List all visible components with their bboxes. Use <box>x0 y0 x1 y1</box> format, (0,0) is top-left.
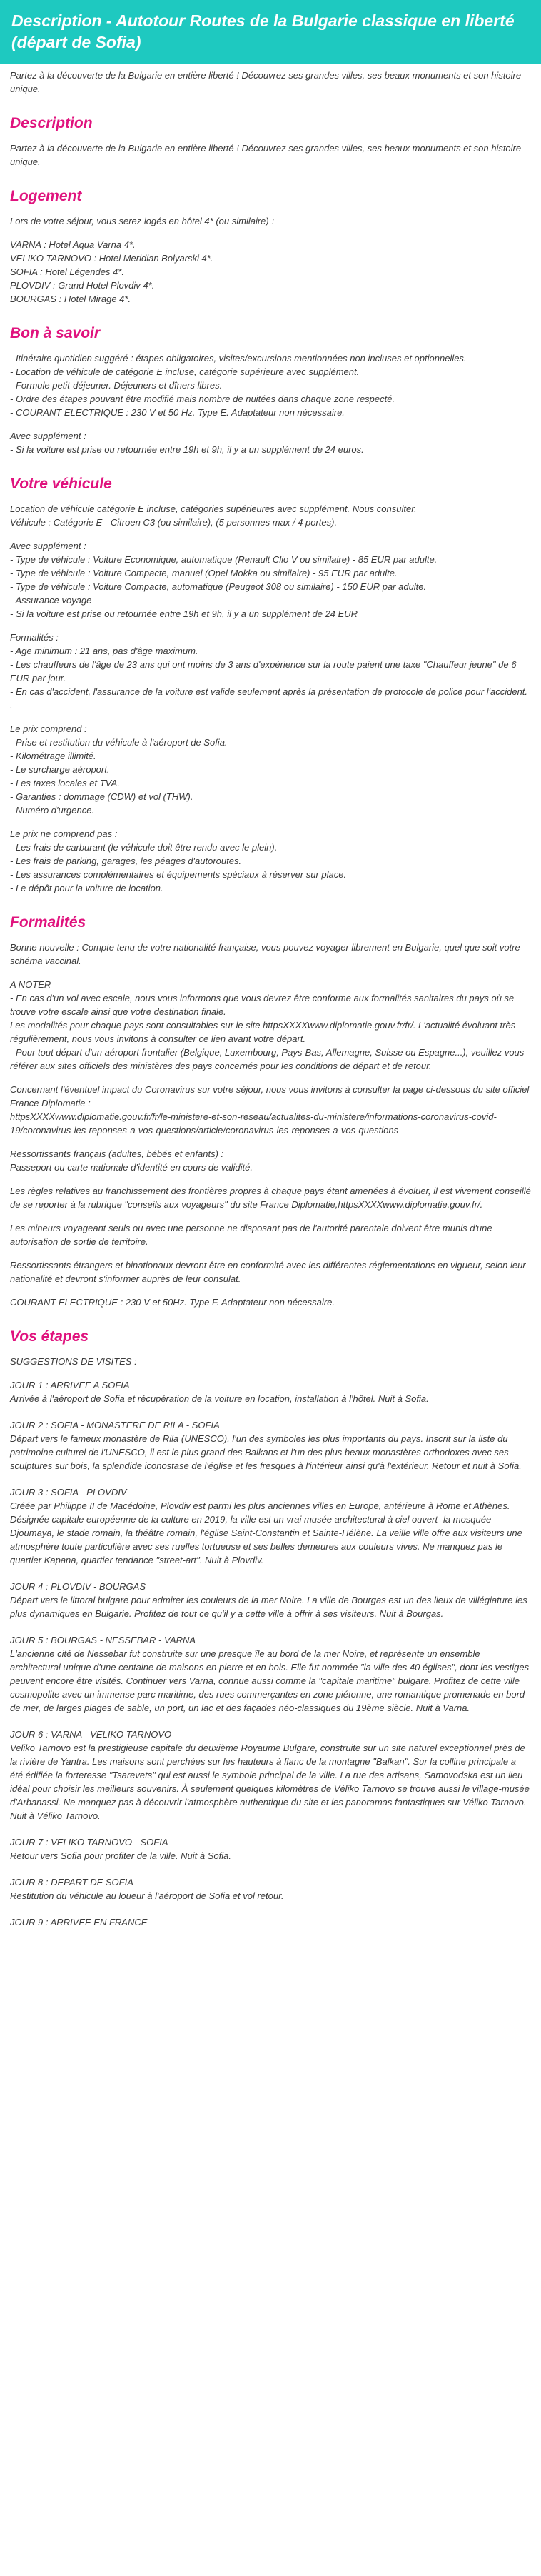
day-text: Retour vers Sofia pour profiter de la ville. Nuit à Sofia. <box>10 1850 231 1861</box>
day-item <box>10 1485 531 1567</box>
section-title-bon-a-savoir: Bon à savoir <box>10 325 101 341</box>
day-item <box>10 1580 531 1620</box>
formalites-p5: Les règles relatives au franchissement des frontières propres à chaque pays étant amenées à évoluer, il est vivement conseillé de se reporter à la rubrique "conseils aux voyageurs" du site France Diplomatie,httpsXXXXwww.diplomatie.gouv.fr/. <box>10 1186 534 1210</box>
day-title: JOUR 5 : BOURGAS - NESSEBAR - VARNA <box>10 1635 196 1645</box>
section-title-formalites: Formalités <box>10 914 86 931</box>
day-item <box>10 1875 531 1903</box>
day-item <box>10 1633 531 1715</box>
vehicule-supplements: Avec supplément : - Type de véhicule : Voiture Economique, automatique (Renault Clio V ou similaire) - 85 EUR par adulte. - Type de véhicule : Voiture Compacte, manuel (Opel Mokka ou similaire) - 95 EUR par adulte. - Type de véhicule : Voiture Compacte, automatique (Peugeot 308 ou similaire) - 150 EUR par adulte. - Assurance voyage - Si la voiture est prise ou retournée entre 19h et 9h, il y a un supplément de 24 EUR <box>10 541 438 619</box>
day-text: Arrivée à l'aéroport de Sofia et récupération de la voiture en location, installation à l'hôtel. Nuit à Sofia. <box>10 1393 429 1404</box>
formalites-p7: Ressortissants étrangers et binationaux devront être en conformité avec les différentes réglementations en vigueur, selon leur nationalité et devront s'informer auprès de leur consulat. <box>10 1260 529 1284</box>
day-item <box>10 1915 531 1929</box>
day-item <box>10 1418 531 1473</box>
formalites-p6: Les mineurs voyageant seuls ou avec une personne ne disposant pas de l'autorité parentale doivent être munis d'une autorisation de sortie de territoire. <box>10 1223 495 1247</box>
day-item <box>10 1728 531 1823</box>
day-title: JOUR 7 : VELIKO TARNOVO - SOFIA <box>10 1837 168 1848</box>
section-title-vehicule: Votre véhicule <box>10 476 112 492</box>
vehicule-prix-ne-comprend: Le prix ne comprend pas : - Les frais de carburant (le véhicule doit être rendu avec le plein). - Les frais de parking, garages, les péages d'autoroutes. - Les assurances complémentaires et équipements spéciaux à réserver sur place. - Le dépôt pour la voiture de location. <box>10 828 347 893</box>
formalites-p3: Concernant l'éventuel impact du Coronavirus sur votre séjour, nous vous invitons à consulter la page ci-dessous du site officiel France Diplomatie : httpsXXXXwww.diplomatie.gouv.fr/fr/le-ministere-et-son-reseau/actualites-du-ministere/informations-coronavirus-covid-19/coronavirus-les-reponses-a-vos-questions/article/coronavirus-les-reponses-a-vos-questions <box>10 1084 530 1136</box>
logement-intro: Lors de votre séjour, vous serez logés en hôtel 4* (ou similaire) : <box>10 216 274 226</box>
formalites-p2: A NOTER - En cas d'un vol avec escale, nous vous informons que vous devrez être conforme aux formalités sanitaires du pays où se trouve votre escale ainsi que votre destination finale. Les modalités pour chaque pays sont consultables sur le site httpsXXXXwww.diplomatie.gouv.fr/fr/. L'actualité évoluant très régulièrement, nous vous invitons à consulter ce lien avant votre départ. - Pour tout départ d'un aéroport frontalier (Belgique, Luxembourg, Pays-Bas, Allemagne, Suisse ou Espagne...), veuillez vous référer aux sites officiels des ministères des pays concernés pour les conditions de départ et de retour. <box>10 979 525 1071</box>
day-text: Veliko Tarnovo est la prestigieuse capitale du deuxième Royaume Bulgare, construite sur un site naturel exceptionnel près de la rivière de Yantra. Les maisons sont perchées sur les hauteurs à flanc de la montagne "Balkan". Sur la colline principale a été édifiée la forteresse "Tsarevets" qui est aussi le symbole principal de la ville. La rue des artisans, Samovodska est un lieu idéal pour choisir les meilleurs souvenirs. À seulement quelques kilomètres de Véliko Tarnovo se trouve aussi le village-musée d'Arbanassi. Ne manquez pas à découvrir l'atmosphère authentique du site et les panoramas fantastiques sur Véliko Tarnovo. Nuit à Véliko Tarnovo. <box>10 1743 530 1821</box>
content <box>0 64 541 1970</box>
section-title-logement: Logement <box>10 188 82 204</box>
day-title: JOUR 4 : PLOVDIV - BOURGAS <box>10 1581 146 1592</box>
section-title-description: Description <box>10 115 93 131</box>
vehicule-prix-comprend: Le prix comprend : - Prise et restitution du véhicule à l'aéroport de Sofia. - Kilométrage illimité. - Le surcharge aéroport. - Les taxes locales et TVA. - Garanties : dommage (CDW) et vol (THW). - Numéro d'urgence. <box>10 723 228 816</box>
day-title: JOUR 3 : SOFIA - PLOVDIV <box>10 1487 127 1498</box>
day-title: JOUR 9 : ARRIVEE EN FRANCE <box>10 1917 148 1928</box>
day-title: JOUR 2 : SOFIA - MONASTERE DE RILA - SOFIA <box>10 1420 220 1430</box>
day-title: JOUR 8 : DEPART DE SOFIA <box>10 1877 133 1888</box>
day-text: Restitution du véhicule au loueur à l'aéroport de Sofia et vol retour. <box>10 1890 284 1901</box>
vehicule-intro: Location de véhicule catégorie E incluse, catégories supérieures avec supplément. Nous consulter. Véhicule : Catégorie E - Citroen C3 (ou similaire), (5 personnes max / 4 portes). <box>10 503 417 528</box>
page-title: Description - Autotour Routes de la Bulgarie classique en liberté (départ de Sofia) <box>11 11 515 51</box>
bon-a-savoir-list: - Itinéraire quotidien suggéré : étapes obligatoires, visites/excursions mentionnées non incluses et optionnelles. - Location de véhicule de catégorie E incluse, catégorie supérieure avec supplément. - Formule petit-déjeuner. Déjeuners et dîners libres. - Ordre des étapes pouvant être modifié mais nombre de nuitées dans chaque zone respecté. - COURANT ELECTRIQUE : 230 V et 50 Hz. Type E. Adaptateur non nécessaire. <box>10 353 467 418</box>
section-title-vos-etapes: Vos étapes <box>10 1328 89 1345</box>
day-title: JOUR 1 : ARRIVEE A SOFIA <box>10 1380 130 1390</box>
header-bar <box>0 0 541 64</box>
logement-hotels: VARNA : Hotel Aqua Varna 4*. VELIKO TARNOVO : Hotel Meridian Bolyarski 4*. SOFIA : Hotel Légendes 4*. PLOVDIV : Grand Hotel Plovdiv 4*. BOURGAS : Hotel Mirage 4*. <box>10 239 213 304</box>
formalites-p1: Bonne nouvelle : Compte tenu de votre nationalité française, vous pouvez voyager librement en Bulgarie, quel que soit votre schéma vaccinal. <box>10 942 523 966</box>
formalites-p8: COURANT ELECTRIQUE : 230 V et 50Hz. Type F. Adaptateur non nécessaire. <box>10 1297 335 1308</box>
day-text: Départ vers le littoral bulgare pour admirer les couleurs de la mer Noire. La ville de Bourgas est un des lieux de villégiature les plus dynamiques en Bulgarie. Profitez de tout ce qu'il y a cette ville à offrir à ses visiteurs. Nuit à Bourgas. <box>10 1595 527 1619</box>
day-title: JOUR 6 : VARNA - VELIKO TARNOVO <box>10 1729 172 1740</box>
day-text: Départ vers le fameux monastère de Rila (UNESCO), l'un des symboles les plus importants du pays. Inscrit sur la liste du patrimoine culturel de l'UNESCO, il est le plus grand des Balkans et l'un des plus beaux monastères orthodoxes avec ses sculptures sur bois, la splendide iconostase de l'église et les fresques à l'intérieur ainsi qu'à l'extérieur. Retour et nuit à Sofia. <box>10 1433 522 1471</box>
day-item <box>10 1835 531 1863</box>
day-item <box>10 1378 531 1405</box>
bon-a-savoir-supplement: Avec supplément : - Si la voiture est prise ou retournée entre 19h et 9h, il y a un supplément de 24 euros. <box>10 431 364 455</box>
day-text: Créée par Philippe II de Macédoine, Plovdiv est parmi les plus anciennes villes en Europe, antérieure à Rome et Athènes. Désignée capitale européenne de la culture en 2019, la ville est un vrai musée architectural à ciel ouvert -la mosquée Djoumaya, le stade romain, la théâtre romain, l'église Saint-Constantin et Sainte-Hélène. La veille ville offre aux visiteurs une atmosphère toute particulière avec ses ruelles tortueuse et ses belles demeures aux couleurs vives. Ne manquez pas le quartier Kapana, quartier tendance "street-art". Nuit à Plovdiv. <box>10 1500 522 1565</box>
description-text: Partez à la découverte de la Bulgarie en entière liberté ! Découvrez ses grandes villes, ses beaux monuments et son histoire unique. <box>10 143 524 167</box>
etapes-subtitle: SUGGESTIONS DE VISITES : <box>10 1356 137 1367</box>
days-list <box>10 1378 531 1929</box>
vehicule-formalites: Formalités : - Age minimum : 21 ans, pas d'âge maximum. - Les chauffeurs de l'âge de 23 ans qui ont moins de 3 ans d'expérience sur la route paient une taxe "Chauffeur jeune" de 6 EUR par jour. - En cas d'accident, l'assurance de la voiture est valide seulement après la présentation de protocole de police pour l'accident. . <box>10 632 528 711</box>
intro-text: Partez à la découverte de la Bulgarie en entière liberté ! Découvrez ses grandes villes, ses beaux monuments et son histoire unique. <box>10 70 524 94</box>
formalites-p4: Ressortissants français (adultes, bébés et enfants) : Passeport ou carte nationale d'identité en cours de validité. <box>10 1148 253 1173</box>
day-text: L'ancienne cité de Nessebar fut construite sur une presque île au bord de la mer Noire, et représente un ensemble architectural unique d'une centaine de maisons en pierre et en bois. Elle fut nommée "la ville des 40 églises", dont les vestiges peuvent encore être visités. Continuer vers Varna, connue aussi comme la "capitale maritime" bulgare. Profitez de cette ville cosmopolite avec un immense parc maritime, des rues commerçantes en zone piétonne, une romantique promenade en bord de mer, de larges plages de sable, un port, un lac et des façades néo-classiques du 19ème siècle. Nuit à Varna. <box>10 1648 530 1713</box>
